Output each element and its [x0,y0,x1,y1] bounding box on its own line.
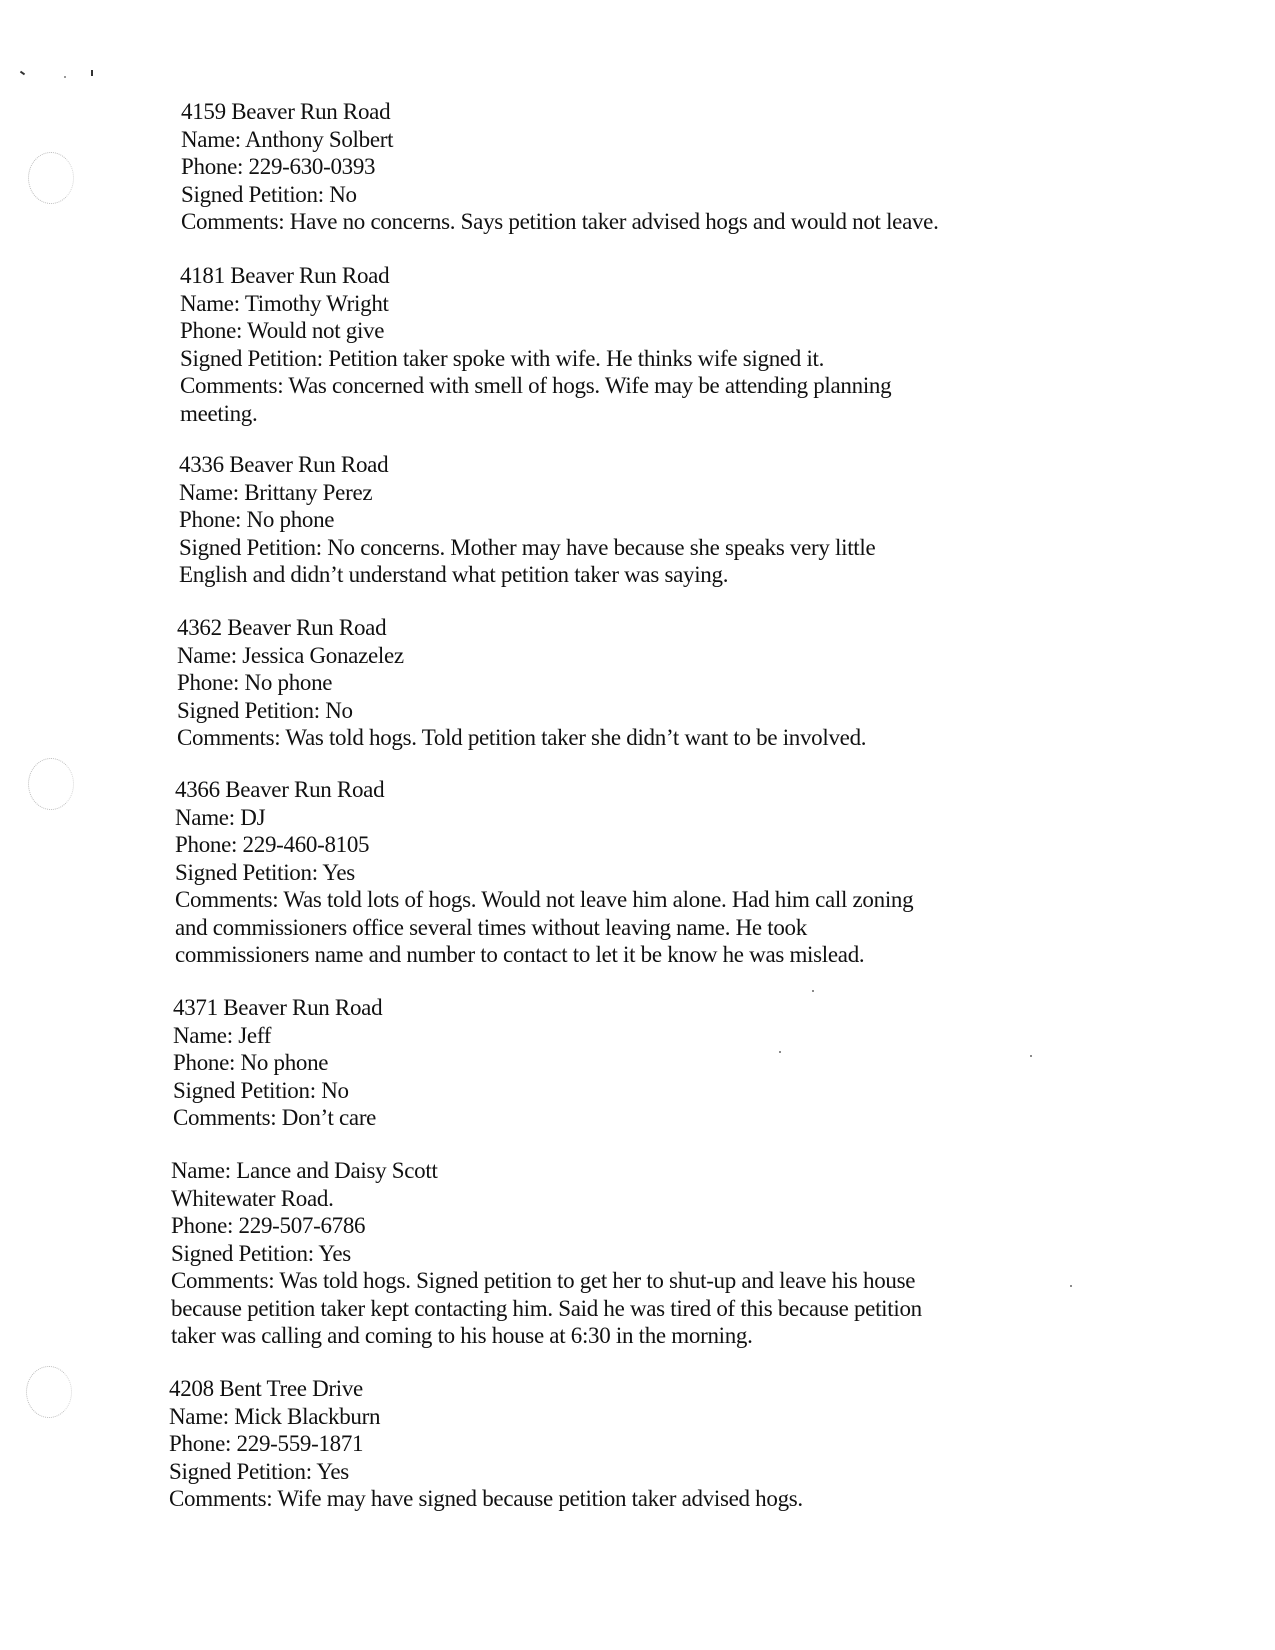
name-line: Name: Jeff [173,1022,272,1048]
resident-entry [180,262,891,427]
name-line: Name: DJ [175,804,266,830]
scan-speck [779,1051,781,1053]
name-line: Name: Timothy Wright [180,290,389,316]
resident-entry [173,994,382,1132]
phone-line: Phone: 229-559-1871 [169,1431,364,1456]
signed-petition-line-continued: English and didn’t understand what petition taker was saying. [179,562,729,587]
name-line: Name: Brittany Perez [179,479,373,505]
comments-line: Comments: Don’t care [173,1105,377,1130]
address-line: 4366 Beaver Run Road [175,777,385,802]
signed-petition-line: Signed Petition: No [177,697,353,723]
address-line: 4336 Beaver Run Road [179,452,389,477]
resident-entry [175,776,913,969]
name-line: Name: Mick Blackburn [169,1403,381,1429]
signed-petition-line: Signed Petition: No [173,1077,349,1103]
name-line: Name: Anthony Solbert [181,126,394,152]
scan-artifact-mark [64,76,66,78]
phone-line: Phone: 229-630-0393 [181,154,376,179]
comments-line: Comments: Wife may have signed because petition taker advised hogs. [169,1486,803,1511]
comments-line-continued: meeting. [180,400,258,426]
phone-line: Phone: No phone [177,670,333,695]
comments-line-continued: commissioners name and number to contact to let it be know he was mislead. [175,942,865,967]
signed-petition-line: Signed Petition: Yes [171,1240,351,1266]
phone-line: Phone: 229-460-8105 [175,832,370,857]
signed-petition-line: Signed Petition: Yes [175,859,355,885]
comments-line: Comments: Was told lots of hogs. Would not leave him alone. Had him call zoning [175,887,914,912]
scan-speck [1070,1285,1072,1287]
signed-petition-line: Signed Petition: No [181,181,357,207]
name-line: Name: Jessica Gonazelez [177,642,404,668]
phone-line: Phone: No phone [179,507,335,532]
address-line: 4159 Beaver Run Road [181,99,391,124]
signed-petition-line: Signed Petition: No concerns. Mother may have because she speaks very little [179,534,876,560]
address-line: Whitewater Road. [171,1185,334,1211]
phone-line: Phone: No phone [173,1050,329,1075]
resident-entry [181,98,939,236]
comments-line: Comments: Have no concerns. Says petition taker advised hogs and would not leave. [181,209,939,234]
scan-speck [812,990,814,992]
phone-line: Phone: 229-507-6786 [171,1213,366,1238]
signed-petition-line: Signed Petition: Petition taker spoke with wife. He thinks wife signed it. [180,345,825,371]
hole-punch-mark [26,1366,72,1418]
scan-artifact-mark [20,71,25,76]
comments-line-continued: because petition taker kept contacting him. Said he was tired of this because petition [171,1295,922,1321]
resident-entry [169,1375,803,1513]
comments-line: Comments: Was told hogs. Told petition taker she didn’t want to be involved. [177,725,867,750]
comments-line-continued: and commissioners office several times without leaving name. He took [175,914,807,940]
resident-entry [177,614,866,752]
signed-petition-line: Signed Petition: Yes [169,1458,349,1484]
comments-line-continued: taker was calling and coming to his house at 6:30 in the morning. [171,1323,753,1348]
resident-entry [179,451,875,589]
hole-punch-mark [28,152,74,204]
address-line: 4181 Beaver Run Road [180,263,390,288]
hole-punch-mark [28,758,74,810]
scan-speck [1030,1055,1032,1057]
resident-entry [171,1157,922,1350]
scan-artifact-mark [91,70,93,76]
phone-line: Phone: Would not give [180,318,385,343]
address-line: 4208 Bent Tree Drive [169,1376,363,1401]
name-line: Name: Lance and Daisy Scott [171,1158,438,1183]
comments-line: Comments: Was told hogs. Signed petition to get her to shut-up and leave his house [171,1268,916,1293]
address-line: 4371 Beaver Run Road [173,995,383,1020]
address-line: 4362 Beaver Run Road [177,615,387,640]
comments-line: Comments: Was concerned with smell of hogs. Wife may be attending planning [180,373,892,398]
